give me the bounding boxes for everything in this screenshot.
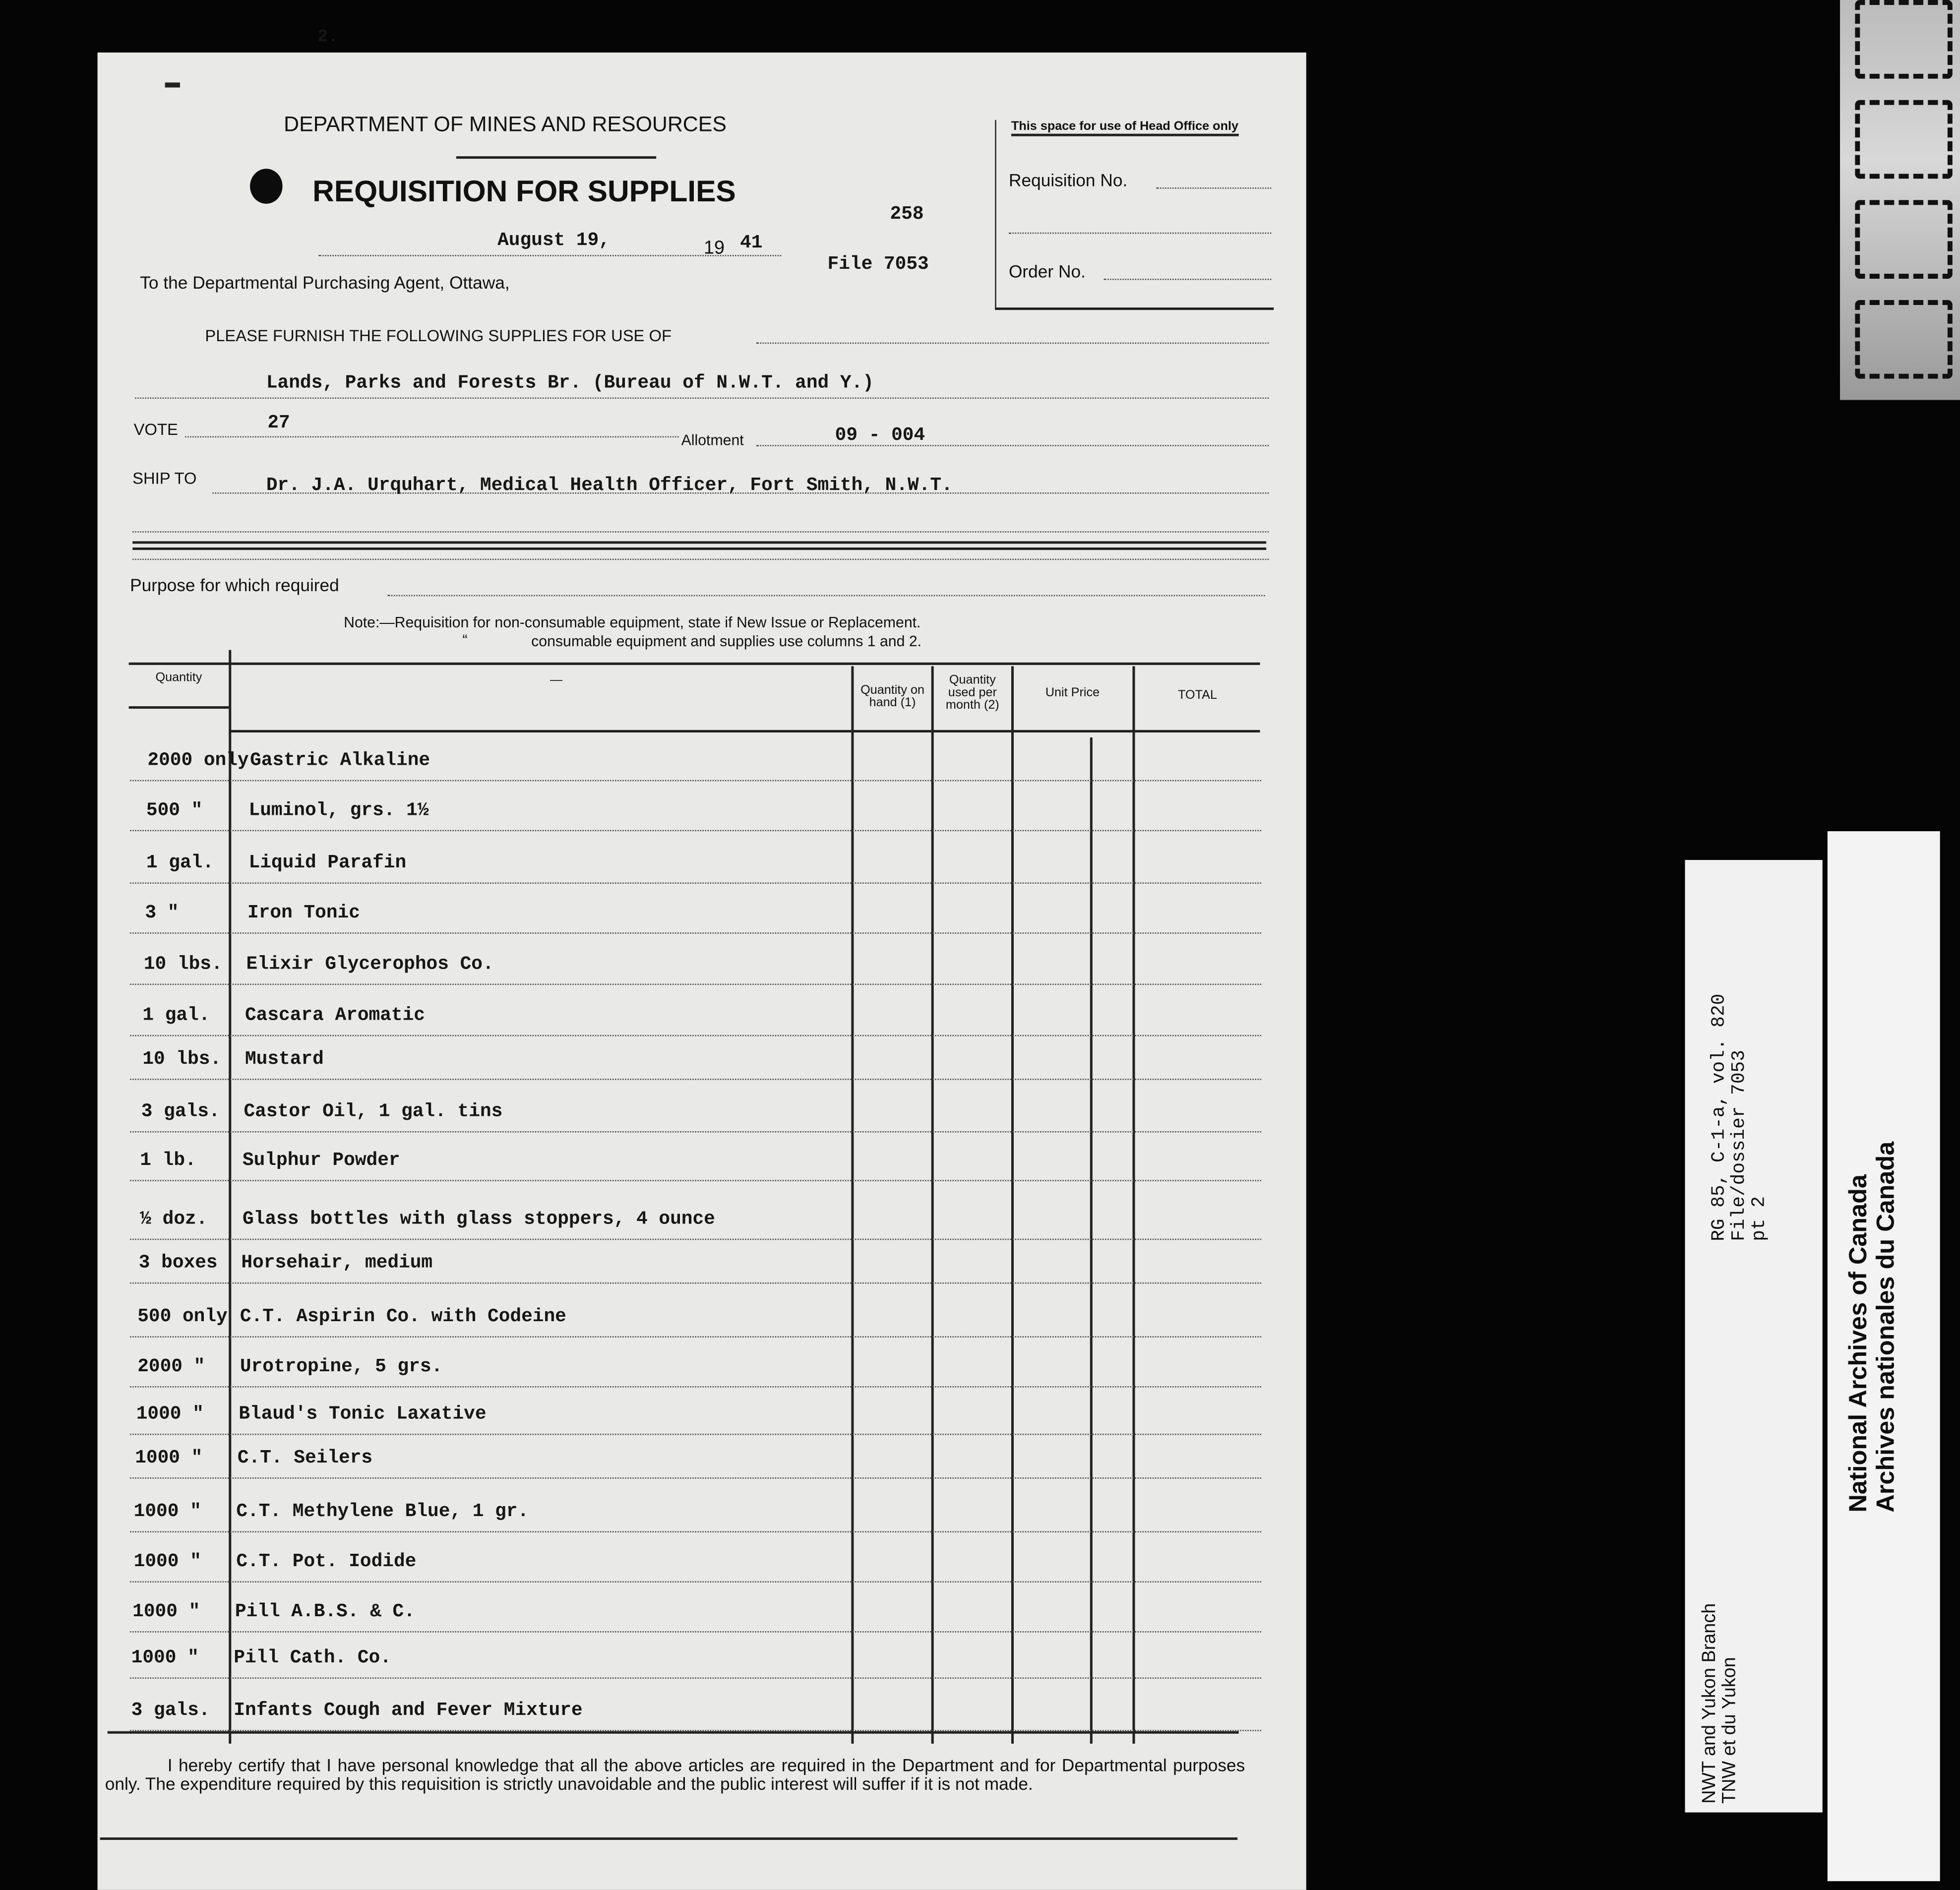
file-reference: File 7053	[827, 253, 929, 275]
row-rule	[130, 1531, 1261, 1532]
row-description: Iron Tonic	[247, 902, 360, 924]
note-line-1: Note:—Requisition for non-consumable equipment, state if New Issue or Replacement.	[344, 613, 921, 631]
furnish-value-line	[135, 397, 1269, 399]
row-quantity: 1 lb.	[140, 1150, 196, 1171]
year-suffix: 41	[740, 232, 763, 254]
row-rule	[130, 1079, 1261, 1080]
row-quantity: 1000 "	[136, 1403, 204, 1425]
row-description: Infants Cough and Fever Mixture	[234, 1700, 583, 1721]
footer-rule	[100, 1837, 1238, 1840]
row-description: Blaud's Tonic Laxative	[239, 1403, 487, 1425]
row-quantity: 1000 "	[133, 1551, 201, 1573]
purpose-label: Purpose for which required	[130, 575, 339, 595]
row-description: Pill Cath. Co.	[234, 1647, 391, 1669]
order-no-field	[1104, 279, 1272, 280]
head-office-box	[995, 120, 1274, 310]
row-quantity: 1000 "	[131, 1647, 199, 1669]
archive-stamp-label	[1828, 831, 1940, 1881]
row-description: Urotropine, 5 grs.	[240, 1356, 443, 1378]
row-description: Gastric Alkaline	[250, 750, 430, 772]
row-quantity: 2000 only	[147, 750, 249, 772]
row-description: Glass bottles with glass stoppers, 4 ounce	[242, 1209, 715, 1230]
archive-branch-line: NWT and Yukon Branch	[1699, 1603, 1720, 1804]
certification-text: I hereby certify that I have personal knowledge that all the above articles are required in the Department and for Departmental purposes only. The expenditure required by this requisition is strictly unavoidable and the public interest will suffer if it is not made.	[105, 1755, 1245, 1794]
row-rule	[130, 1434, 1261, 1435]
archive-ref-line: RG 85, C-1-a, vol. 820	[1709, 993, 1730, 1241]
mark	[165, 82, 180, 87]
divider	[456, 156, 656, 158]
requisition-no-field-2	[1009, 233, 1271, 234]
head-office-caption: This space for use of Head Office only	[1011, 120, 1238, 136]
row-rule	[130, 1131, 1261, 1133]
header-total: TOTAL	[1178, 688, 1218, 703]
vote-line	[185, 436, 679, 438]
table-top-rule	[129, 663, 1260, 665]
serial-number: 258	[890, 203, 924, 225]
archive-stamp-line: Archives nationales du Canada	[1872, 1141, 1900, 1513]
row-quantity: 500 "	[146, 800, 203, 821]
header-rule	[229, 730, 1260, 732]
allotment-line	[756, 445, 1269, 446]
requisition-no-label: Requisition No.	[1008, 170, 1128, 190]
row-description: Luminol, grs. 1½	[248, 800, 429, 821]
row-quantity: 10 lbs.	[143, 954, 223, 975]
archive-branch	[1700, 1603, 1740, 1804]
row-quantity: ½ doz.	[140, 1209, 208, 1230]
row-quantity: 3 boxes	[138, 1252, 218, 1274]
allotment-label: Allotment	[681, 431, 744, 449]
row-description: C.T. Pot. Iodide	[236, 1551, 417, 1573]
row-rule	[130, 1282, 1261, 1284]
rule-dotted	[132, 559, 1269, 560]
addressee: To the Departmental Purchasing Agent, Ottawa,	[140, 272, 510, 293]
row-rule	[130, 1386, 1261, 1388]
vote-label: VOTE	[133, 420, 178, 439]
row-quantity: 1000 "	[135, 1447, 203, 1469]
row-rule	[130, 1631, 1261, 1633]
ship-to-value: Dr. J.A. Urquhart, Medical Health Officer, Fort Smith, N.W.T.	[266, 475, 953, 496]
requisition-no-field	[1156, 187, 1271, 189]
row-rule	[130, 932, 1261, 934]
archive-stamp-line: National Archives of Canada	[1845, 1174, 1873, 1513]
row-description: Pill A.B.S. & C.	[235, 1601, 415, 1623]
row-quantity: 10 lbs.	[142, 1048, 222, 1070]
row-description: Horsehair, medium	[241, 1252, 433, 1274]
double-rule	[132, 541, 1266, 543]
row-description: Sulphur Powder	[242, 1150, 400, 1171]
row-description: Elixir Glycerophos Co.	[246, 954, 494, 975]
row-description: C.T. Aspirin Co. with Codeine	[240, 1306, 566, 1328]
note-line-2: consumable equipment and supplies use columns 1 and 2.	[531, 632, 922, 650]
ship-to-label: SHIP TO	[132, 469, 197, 488]
archive-reference-label	[1685, 860, 1822, 1813]
double-rule	[132, 548, 1266, 549]
order-no-label: Order No.	[1008, 261, 1086, 282]
row-rule	[130, 882, 1261, 884]
row-description: Castor Oil, 1 gal. tins	[244, 1101, 503, 1123]
qty-header-rule	[129, 706, 229, 708]
archive-ref-line: pt 2	[1749, 1196, 1770, 1241]
row-rule	[130, 830, 1261, 832]
row-quantity: 3 gals.	[131, 1700, 210, 1721]
form-title: REQUISITION FOR SUPPLIES	[312, 175, 736, 209]
row-rule	[130, 1677, 1261, 1679]
row-rule	[130, 1180, 1261, 1181]
row-rule	[130, 780, 1261, 782]
allotment-value: 09 - 004	[835, 425, 925, 446]
row-quantity: 1000 "	[133, 1501, 201, 1523]
archive-branch-line: TNW et du Yukon	[1718, 1657, 1740, 1804]
archive-ref-line: File/dossier 7053	[1728, 1050, 1750, 1241]
row-rule	[130, 1336, 1261, 1338]
row-rule	[130, 1035, 1261, 1036]
furnish-line	[756, 343, 1269, 344]
film-strip-edge	[1840, 0, 1960, 400]
page-number: 2.	[317, 27, 339, 48]
vote-value: 27	[267, 412, 290, 434]
col-divider	[229, 650, 231, 1744]
row-description: Cascara Aromatic	[245, 1005, 426, 1027]
row-description: Mustard	[245, 1048, 324, 1070]
furnish-label: PLEASE FURNISH THE FOLLOWING SUPPLIES FOR USE OF	[205, 326, 672, 345]
row-quantity: 1 gal.	[146, 852, 214, 874]
header-on-hand: Quantity on hand (1)	[860, 683, 925, 710]
ship-to-line-2	[132, 531, 1269, 533]
row-rule	[130, 1581, 1261, 1583]
furnish-value: Lands, Parks and Forests Br. (Bureau of N.W.T. and Y.)	[266, 372, 874, 394]
ink-blot	[250, 169, 283, 204]
row-quantity: 1 gal.	[142, 1005, 210, 1027]
row-description: C.T. Methylene Blue, 1 gr.	[236, 1501, 529, 1523]
row-rule	[130, 1477, 1261, 1479]
row-quantity: 1000 "	[132, 1601, 200, 1623]
row-description: Liquid Parafin	[248, 852, 407, 874]
date-value: August 19,	[497, 230, 610, 251]
row-description: C.T. Seilers	[237, 1447, 373, 1469]
header-used: Quantity used per month (2)	[945, 673, 999, 713]
row-quantity: 500 only	[137, 1306, 228, 1328]
header-description: —	[550, 673, 563, 688]
row-quantity: 2000 "	[137, 1356, 205, 1378]
purpose-field	[387, 595, 1265, 597]
note-ditto: “	[462, 631, 468, 649]
header-quantity: Quantity	[155, 671, 202, 685]
row-quantity: 3 gals.	[141, 1101, 220, 1123]
row-rule	[130, 1239, 1261, 1240]
header-unit-price: Unit Price	[1045, 686, 1100, 700]
department-heading: DEPARTMENT OF MINES AND RESOURCES	[284, 112, 727, 136]
row-quantity: 3 "	[145, 902, 179, 924]
row-rule	[130, 984, 1261, 985]
table-bottom-rule	[108, 1731, 1239, 1734]
archive-stamp	[1845, 1142, 1900, 1513]
archive-reference	[1710, 994, 1770, 1241]
year-prefix: 19	[703, 237, 725, 259]
col-divider	[1090, 737, 1092, 1744]
